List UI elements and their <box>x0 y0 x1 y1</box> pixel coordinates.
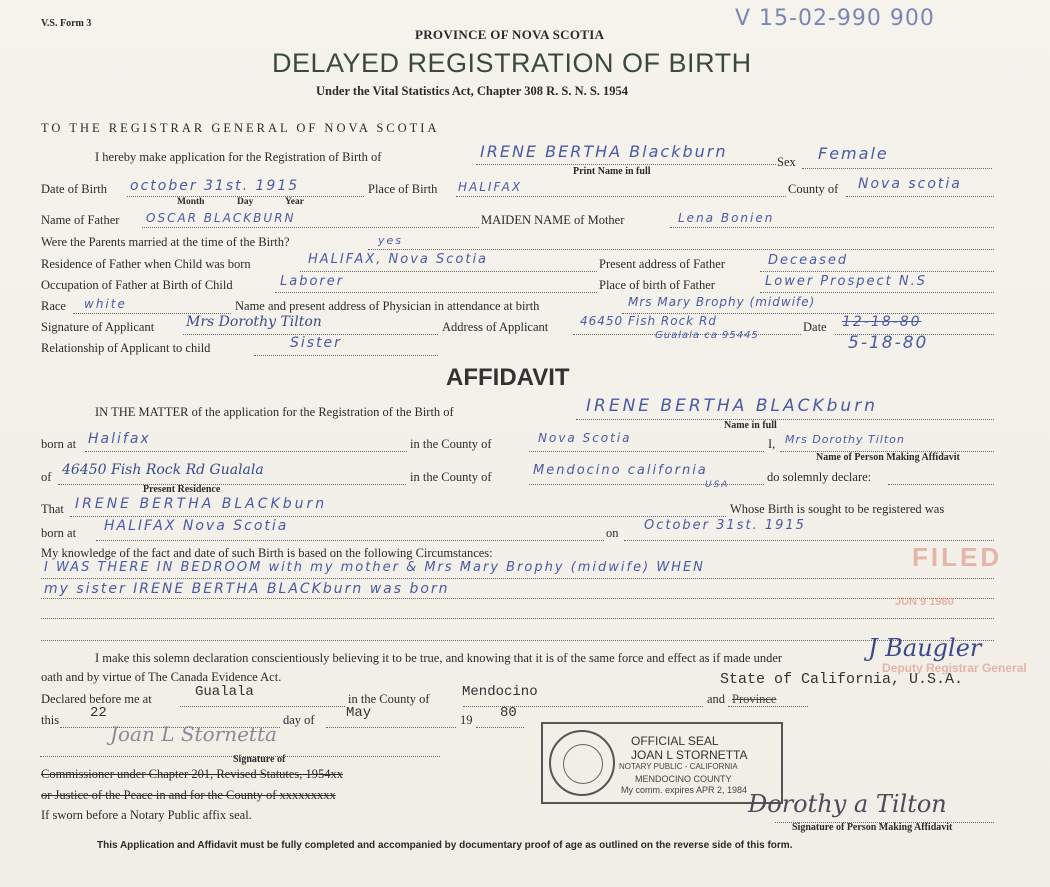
child-place-of-birth: HALIFAX <box>458 180 523 194</box>
occupation-father: Laborer <box>280 274 345 289</box>
affiant-name: Mrs Dorothy Tilton <box>785 433 905 446</box>
label-physician: Name and present address of Physician in attendance at birth <box>235 299 540 313</box>
seal-line-3: NOTARY PUBLIC - CALIFORNIA <box>619 762 738 771</box>
residence-father: HALIFAX, Nova Scotia <box>308 252 489 267</box>
form-title: DELAYED REGISTRATION OF BIRTH <box>272 48 752 78</box>
label-married: Were the Parents married at the time of the Birth? <box>41 235 290 249</box>
label-application: I hereby make application for the Registration of Birth of <box>95 150 382 164</box>
commissioner-line: Commissioner under Chapter 201, Revised Statutes, 1954xx <box>41 767 344 781</box>
child-county: Nova scotia <box>858 176 962 192</box>
child-dob: october 31st. 1915 <box>130 178 300 194</box>
affiant-county-note: USA <box>705 480 730 490</box>
applicant-date-struck: 12-18-80 <box>842 314 922 330</box>
label-dob: Date of Birth <box>41 182 107 196</box>
seal-line-2: JOAN L STORNETTA <box>631 748 748 762</box>
married-answer: yes <box>378 234 404 247</box>
race: white <box>84 297 127 311</box>
caption-day: Day <box>237 197 254 207</box>
physician: Mrs Mary Brophy (midwife) <box>628 295 816 309</box>
label-sex: Sex <box>777 155 796 169</box>
label-i: I, <box>768 437 776 451</box>
declared-county: Mendocino <box>462 684 538 700</box>
applicant-address-line2: Gualala ca 95445 <box>655 330 759 341</box>
label-county: County of <box>788 182 839 196</box>
seal-line-4: MENDOCINO COUNTY <box>635 774 732 784</box>
label-place-of-birth: Place of Birth <box>368 182 438 196</box>
label-residence-father: Residence of Father when Child was born <box>41 257 251 271</box>
child-sex: Female <box>818 144 889 163</box>
affidavit-heading: AFFIDAVIT <box>446 364 570 391</box>
footer-note: This Application and Affidavit must be fully completed and accompanied by documentary proof of age as outlined on the reverse side of this form. <box>97 840 793 851</box>
province-heading: PROVINCE OF NOVA SCOTIA <box>415 27 605 42</box>
label-born-at-2: born at <box>41 526 77 540</box>
affiant-signature: Dorothy a Tilton <box>748 790 947 818</box>
label-that: That <box>41 502 64 516</box>
label-in-county-2: in the County of <box>410 470 492 484</box>
caption-print-name: Print Name in full <box>573 166 651 177</box>
born-at-2: HALIFAX Nova Scotia <box>104 518 289 534</box>
caption-year: Year <box>285 197 304 207</box>
seal-line-1: OFFICIAL SEAL <box>631 734 719 748</box>
circumstance-line-2: my sister IRENE BERTHA BLACKburn was born <box>44 581 450 597</box>
applicant-date: 5-18-80 <box>848 333 929 353</box>
form-subtitle: Under the Vital Statistics Act, Chapter 308 R. S. N. S. 1954 <box>316 84 629 98</box>
label-year-prefix: 19 <box>460 713 473 727</box>
affidavit-child-name: IRENE BERTHA BLACKburn <box>586 396 878 416</box>
declaration-line-1: I make this solemn declaration conscientiously believing it to be true, and knowing that it is of the same force and effect as if made under <box>95 651 783 665</box>
label-declare: do solemnly declare: <box>767 470 872 484</box>
affidavit-county: Nova Scotia <box>538 431 632 445</box>
addressee: TO THE REGISTRAR GENERAL OF NOVA SCOTIA <box>41 121 440 135</box>
caption-name-in-full: Name in full <box>724 420 777 431</box>
label-affidavit-matter: IN THE MATTER of the application for the Registration of the Birth of <box>95 405 454 419</box>
affiant-county: Mendocino california <box>533 463 708 478</box>
caption-month: Month <box>177 197 205 207</box>
notary-note: If sworn before a Notary Public affix seal. <box>41 808 252 822</box>
declared-year: 80 <box>500 705 517 721</box>
label-present-address-father: Present address of Father <box>599 257 726 271</box>
label-race: Race <box>41 299 66 313</box>
label-knowledge: My knowledge of the fact and date of such Birth is based on the following Circumstances: <box>41 546 493 560</box>
on-date: October 31st. 1915 <box>644 518 806 533</box>
father-name: OSCAR BLACKBURN <box>146 211 296 225</box>
affiant-residence: 46450 Fish Rock Rd Gualala <box>62 462 264 478</box>
label-in-county-3: in the County of <box>348 692 430 706</box>
label-pob-father: Place of birth of Father <box>599 278 715 292</box>
label-in-county: in the County of <box>410 437 492 451</box>
file-number: V 15-02-990 900 <box>735 6 935 31</box>
relationship: Sister <box>290 335 342 351</box>
that-name: IRENE BERTHA BLACKburn <box>75 496 328 512</box>
caption-signature-of: Signature of <box>233 754 286 765</box>
label-this: this <box>41 713 60 727</box>
filed-stamp: FILED <box>912 542 1003 572</box>
label-father-name: Name of Father <box>41 213 120 227</box>
label-whose-birth: Whose Birth is sought to be registered was <box>730 502 945 516</box>
label-mother-maiden: MAIDEN NAME of Mother <box>481 213 625 227</box>
label-born-at: born at <box>41 437 77 451</box>
and-struck: Province <box>732 692 777 706</box>
pob-father: Lower Prospect N.S <box>765 274 927 289</box>
child-name: IRENE BERTHA Blackburn <box>480 142 728 161</box>
applicant-address: 46450 Fish Rock Rd <box>580 314 717 328</box>
applicant-signature: Mrs Dorothy Tilton <box>186 314 322 330</box>
justice-line: or Justice of the Peace in and for the County of xxxxxxxxx <box>41 788 336 802</box>
label-occupation-father: Occupation of Father at Birth of Child <box>41 278 233 292</box>
label-declared-at: Declared before me at <box>41 692 152 706</box>
caption-affiant: Name of Person Making Affidavit <box>816 452 960 463</box>
label-of: of <box>41 470 52 484</box>
declared-at: Gualala <box>195 684 254 700</box>
seal-emblem <box>549 730 615 796</box>
mother-maiden-name: Lena Bonien <box>678 211 775 225</box>
label-and: and <box>707 692 726 706</box>
label-on: on <box>606 526 619 540</box>
label-date: Date <box>803 320 827 334</box>
registrar-signature: J Baugler <box>868 634 982 662</box>
seal-line-5: My comm. expires APR 2, 1984 <box>621 785 748 795</box>
declaration-line-2: oath and by virtue of The Canada Evidence Act. <box>41 670 282 684</box>
label-addr-applicant: Address of Applicant <box>442 320 549 334</box>
official-seal <box>541 722 783 804</box>
caption-affiant-signature: Signature of Person Making Affidavit <box>792 822 953 833</box>
form-number: V.S. Form 3 <box>41 18 92 29</box>
filed-date: JUN 9 1980 <box>895 596 954 608</box>
notary-signature: Joan L Stornetta <box>110 722 277 746</box>
declared-day: 22 <box>90 705 107 721</box>
label-day-of: day of <box>283 713 315 727</box>
present-address-father: Deceased <box>768 253 849 268</box>
affidavit-born-at: Halifax <box>88 431 151 447</box>
deputy-registrar: Deputy Registrar General <box>882 661 1027 675</box>
circumstance-line-1: I WAS THERE IN BEDROOM with my mother & Mrs Mary Brophy (midwife) WHEN <box>44 560 705 575</box>
state-california: State of California, U.S.A. <box>720 671 964 688</box>
caption-present-residence: Present Residence <box>143 484 221 495</box>
label-sig-applicant: Signature of Applicant <box>41 320 155 334</box>
label-relationship: Relationship of Applicant to child <box>41 341 211 355</box>
declared-month: May <box>346 705 372 721</box>
